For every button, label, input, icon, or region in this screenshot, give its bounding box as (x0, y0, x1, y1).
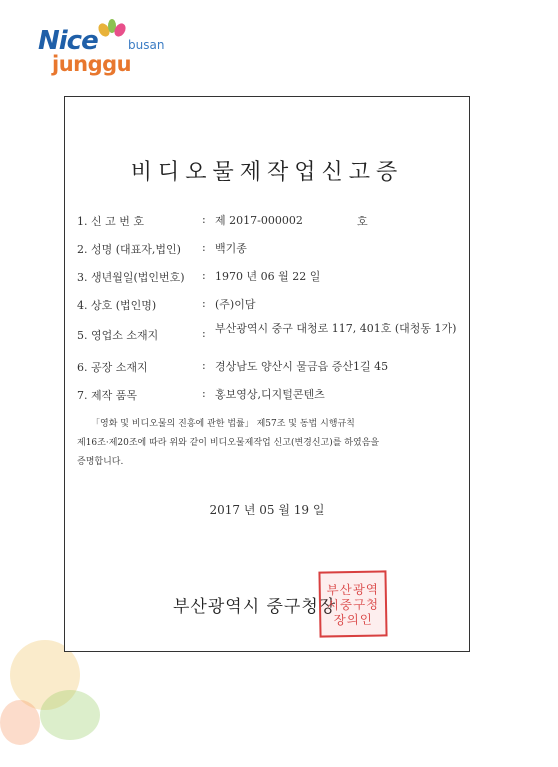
field-value: 백기종 (215, 242, 247, 255)
field-colon: : (202, 213, 206, 226)
field-value: 홍보영상,디지털콘텐츠 (215, 388, 325, 401)
field-colon: : (202, 359, 206, 372)
field-suffix: 호 (357, 215, 368, 228)
nice-junggu-logo (38, 24, 168, 76)
field-label: 6. 공장 소재지 (77, 361, 148, 374)
field-value: 제 2017-000002 (215, 214, 303, 227)
statement-line: 증명합니다. (77, 457, 124, 467)
field-colon: : (202, 269, 206, 282)
field-label: 3. 생년월일(법인번호) (77, 271, 185, 284)
field-value: 부산광역시 중구 대청로 117, 401호 (대청동 1가) (215, 322, 457, 335)
logo-nice-text: Nice (38, 26, 98, 56)
logo-busan-text: busan (128, 38, 165, 52)
seal-line: 부산광역 (326, 581, 380, 597)
field-label: 4. 상호 (법인명) (77, 299, 157, 312)
logo-junggu-text: junggu (52, 52, 132, 76)
field-value: 1970 년 06 월 22 일 (215, 270, 321, 283)
flower-mark-icon (96, 18, 126, 40)
issuer-name: 부산광역시 중구청장 (173, 597, 337, 617)
certificate-frame (64, 96, 470, 652)
certification-statement (77, 415, 461, 472)
statement-line: 「영화 및 비디오물의 진흥에 관한 법률」 제57조 및 동법 시행규칙 (91, 419, 355, 429)
field-value: (주)이담 (215, 298, 256, 311)
certificate-title: 비디오물제작업신고증 (130, 160, 404, 185)
field-colon: : (202, 241, 206, 254)
field-label: 5. 영업소 소재지 (77, 329, 159, 342)
statement-line: 제16조·제20조에 따라 위와 같이 비디오물제작업 신고(변경신고)를 하였음을 (77, 438, 380, 448)
field-value: 경상남도 양산시 물금읍 증산1길 45 (215, 360, 389, 373)
field-colon: : (202, 297, 206, 310)
field-colon: : (202, 327, 206, 340)
field-label: 7. 제작 품목 (77, 389, 137, 402)
seal-line: 시중구청 (326, 596, 380, 612)
official-seal-stamp (318, 570, 387, 637)
field-label: 1. 신 고 번 호 (77, 215, 144, 228)
issue-date: 2017 년 05 월 19 일 (209, 503, 325, 517)
field-colon: : (202, 387, 206, 400)
seal-line: 장의인 (333, 611, 373, 627)
field-label: 2. 성명 (대표자,법인) (77, 243, 181, 256)
